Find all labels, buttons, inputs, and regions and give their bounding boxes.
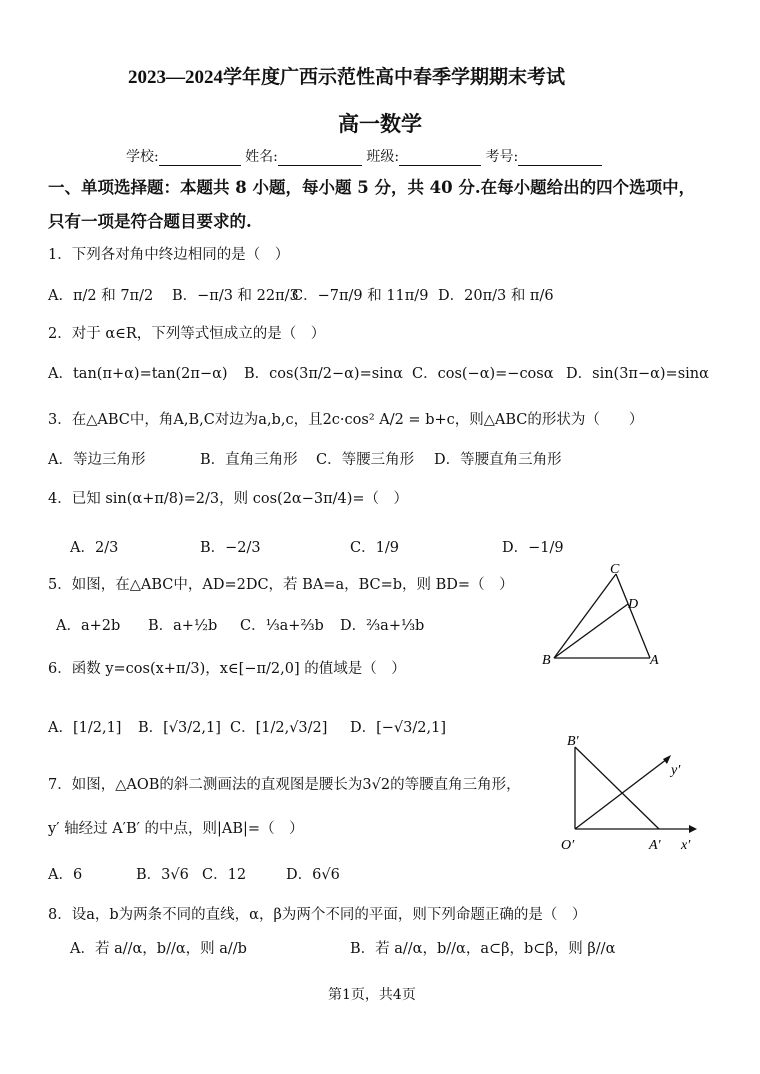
question-8-stem: 8．设a，b为两条不同的直线，α，β为两个不同的平面，则下列命题正确的是（ ） — [48, 907, 587, 923]
q5-option-b[interactable]: B．a+½b — [148, 618, 218, 634]
side-bc — [554, 574, 616, 658]
label-y-prime: y′ — [671, 763, 681, 778]
q2-option-a[interactable]: A．tan(π+α)=tan(2π−α) — [48, 366, 228, 382]
question-7-stem-line2: y′ 轴经过 A′B′ 的中点，则|AB|=（ ） — [48, 821, 304, 837]
q5-option-c[interactable]: C．⅓a+⅔b — [240, 618, 324, 634]
school-field[interactable] — [159, 151, 241, 166]
q7-option-c[interactable]: C．12 — [202, 867, 247, 883]
section-heading-line1: 一、单项选择题：本题共 8 小题，每小题 5 分，共 40 分.在每小题给出的四个选项中， — [48, 178, 696, 197]
q7-option-a[interactable]: A．6 — [48, 867, 83, 883]
subject-title: 高一数学 — [338, 111, 422, 136]
label-c: C — [610, 562, 620, 577]
class-field[interactable] — [399, 151, 481, 166]
question-6-stem: 6．函数 y=cos(x+π/3)，x∈[−π/2,0] 的值域是（ ） — [48, 661, 406, 677]
school-label: 学校: — [126, 149, 159, 165]
q3-option-b[interactable]: B．直角三角形 — [200, 452, 298, 468]
q8-option-b[interactable]: B．若 a//α，b//α，a⊂β，b⊂β，则 β//α — [350, 941, 616, 957]
exam-no-label: 考号: — [485, 149, 519, 165]
q6-option-a[interactable]: A．[1/2,1] — [48, 720, 122, 736]
q6-option-b[interactable]: B．[√3/2,1] — [138, 720, 221, 736]
q4-option-c[interactable]: C．1/9 — [350, 540, 399, 556]
exam-title: 2023—2024学年度广西示范性高中春季学期期末考试 — [128, 67, 566, 88]
q3-option-c[interactable]: C．等腰三角形 — [316, 452, 415, 468]
q4-option-b[interactable]: B．−2/3 — [200, 540, 261, 556]
q4-option-d[interactable]: D．−1/9 — [502, 540, 564, 556]
q2-option-c[interactable]: C．cos(−α)=−cosα — [412, 366, 554, 382]
q2-option-d[interactable]: D．sin(3π−α)=sinα — [566, 366, 709, 382]
y-axis — [575, 759, 667, 829]
label-x-prime: x′ — [681, 838, 691, 853]
question-7-stem-line1: 7．如图，△AOB的斜二测画法的直观图是腰长为3√2的等腰直角三角形， — [48, 777, 521, 793]
side-ca — [616, 574, 650, 658]
segment-ab — [575, 747, 659, 829]
label-b: B — [542, 653, 551, 668]
label-a: A — [650, 653, 659, 668]
question-1-stem: 1．下列各对角中终边相同的是（ ） — [48, 247, 290, 263]
q2-option-b[interactable]: B．cos(3π/2−α)=sinα — [244, 366, 403, 382]
q3-option-a[interactable]: A．等边三角形 — [48, 452, 146, 468]
question-3-stem: 3．在△ABC中，角A,B,C对边为a,b,c，且2c·cos² A/2 = b+c，则△ABC的形状为（ ） — [48, 412, 644, 428]
q7-option-d[interactable]: D．6√6 — [286, 867, 340, 883]
label-a-prime: A′ — [649, 838, 661, 853]
label-d: D — [628, 597, 639, 612]
triangle-abc-figure — [538, 560, 688, 670]
q3-option-d[interactable]: D．等腰直角三角形 — [434, 452, 562, 468]
y-axis-arrow-icon — [663, 755, 671, 764]
q4-option-a[interactable]: A．2/3 — [70, 540, 119, 556]
oblique-axes-figure — [555, 725, 705, 855]
question-2-stem: 2．对于 α∈R，下列等式恒成立的是（ ） — [48, 326, 326, 342]
exam-no-field[interactable] — [518, 151, 602, 166]
label-b-prime: B′ — [567, 734, 579, 749]
name-label: 姓名: — [245, 149, 278, 165]
x-axis-arrow-icon — [689, 825, 697, 833]
q8-option-a[interactable]: A．若 a//α，b//α，则 a//b — [70, 941, 247, 957]
q5-option-d[interactable]: D．⅔a+⅓b — [340, 618, 425, 634]
page-number: 第1页，共4页 — [328, 987, 416, 1003]
question-5-stem: 5．如图，在△ABC中，AD=2DC，若 BA=a，BC=b，则 BD=（ ） — [48, 577, 514, 593]
q1-option-c[interactable]: C．−7π/9 和 11π/9 — [292, 288, 429, 304]
name-field[interactable] — [278, 151, 362, 166]
q1-option-d[interactable]: D．20π/3 和 π/6 — [438, 288, 554, 304]
question-4-stem: 4．已知 sin(α+π/8)=2/3，则 cos(2α−3π/4)=（ ） — [48, 491, 409, 507]
q7-option-b[interactable]: B．3√6 — [136, 867, 189, 883]
q5-option-a[interactable]: A．a+2b — [56, 618, 121, 634]
q6-option-c[interactable]: C．[1/2,√3/2] — [230, 720, 328, 736]
label-o-prime: O′ — [561, 838, 575, 853]
q1-option-a[interactable]: A．π/2 和 7π/2 — [48, 288, 154, 304]
section-heading-line2: 只有一项是符合题目要求的. — [48, 212, 252, 231]
q6-option-d[interactable]: D．[−√3/2,1] — [350, 720, 446, 736]
segment-bd — [554, 604, 628, 658]
q1-option-b[interactable]: B．−π/3 和 22π/3 — [172, 288, 299, 304]
class-label: 班级: — [366, 149, 400, 165]
student-info-row — [126, 146, 602, 166]
